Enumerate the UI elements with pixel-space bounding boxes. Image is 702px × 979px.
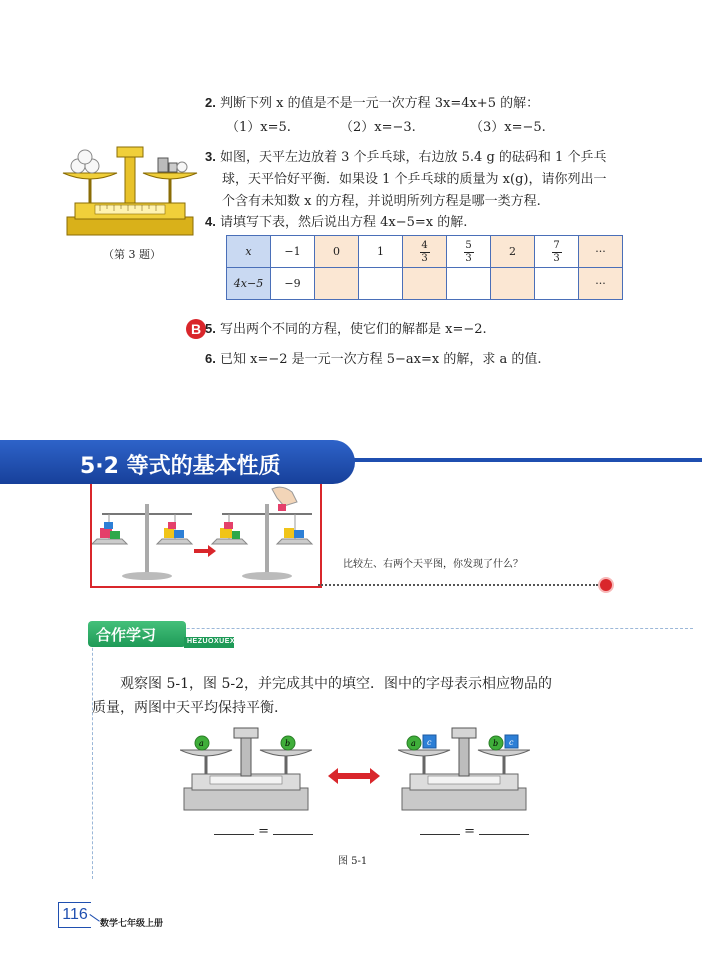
blank-input[interactable] bbox=[420, 822, 460, 835]
question-line: 如图，天平左边放着 3 个乒乓球，右边放 5.4 g 的砝码和 1 个乒乓 bbox=[219, 150, 607, 165]
balance-comparison-figure bbox=[92, 484, 320, 584]
balance-figure-q3 bbox=[55, 143, 205, 243]
question-text: 已知 x=−2 是一元一次方程 5−ax=x 的解，求 a 的值. bbox=[219, 352, 542, 367]
q2-option-3: （3）x=−5. bbox=[470, 120, 546, 135]
question-number: 4. bbox=[205, 214, 216, 229]
table-row bbox=[227, 268, 623, 300]
table-cell: −1 bbox=[271, 236, 315, 268]
table-cell[interactable] bbox=[491, 268, 535, 300]
question-3 bbox=[205, 146, 625, 213]
section-title: 5·2 等式的基本性质 bbox=[80, 454, 281, 479]
double-arrow-icon bbox=[328, 768, 380, 784]
table-cell: 2 bbox=[491, 236, 535, 268]
question-number: 6. bbox=[205, 351, 216, 366]
question-number: 3. bbox=[205, 149, 216, 164]
table-cell[interactable] bbox=[403, 268, 447, 300]
balance-left-figure bbox=[180, 724, 312, 816]
question-text: 请填写下表，然后说出方程 4x−5=x 的解. bbox=[219, 215, 468, 230]
question-text: 判断下列 x 的值是不是一元一次方程 3x=4x+5 的解： bbox=[219, 96, 540, 111]
cube-label: c bbox=[427, 738, 432, 747]
table-cell bbox=[535, 236, 579, 268]
paragraph-line: 观察图 5-1，图 5-2，并完成其中的填空．图中的字母表示相应物品的 bbox=[120, 676, 552, 692]
equation-blank-right bbox=[420, 822, 529, 839]
cooperative-pinyin: HEZUOXUEXI bbox=[187, 638, 238, 645]
ball-label: b bbox=[285, 739, 291, 748]
level-b-badge: B bbox=[186, 319, 206, 339]
equation-blank-left bbox=[214, 822, 313, 839]
question-6 bbox=[205, 348, 542, 371]
red-dot-icon bbox=[598, 577, 614, 593]
fraction-5-3: $\frac{5}{3}$ bbox=[465, 240, 472, 264]
blank-input[interactable] bbox=[479, 822, 529, 835]
question-5 bbox=[205, 318, 487, 341]
page-number: 116 bbox=[58, 902, 91, 928]
ball-label: a bbox=[411, 739, 416, 748]
ball-label: b bbox=[493, 739, 499, 748]
book-title: 数学七年级上册 bbox=[100, 919, 164, 929]
question-line: 球，天平恰好平衡．如果设 1 个乒乓球的质量为 x(g)，请你列出一 bbox=[222, 172, 607, 187]
question-line: 个含有未知数 x 的方程，并说明所列方程是哪一类方程. bbox=[222, 194, 541, 209]
table-row bbox=[227, 236, 623, 268]
equals-sign: = bbox=[258, 824, 270, 839]
table-cell: 0 bbox=[315, 236, 359, 268]
q2-option-2: （2）x=−3. bbox=[340, 120, 416, 135]
paragraph-line: 质量，两图中天平均保持平衡. bbox=[92, 700, 279, 716]
table-cell: 1 bbox=[359, 236, 403, 268]
table-cell[interactable] bbox=[447, 268, 491, 300]
question-4 bbox=[205, 211, 467, 234]
table-cell: ··· bbox=[579, 236, 623, 268]
table-header-cell: 4x−5 bbox=[227, 268, 271, 300]
blank-input[interactable] bbox=[214, 822, 254, 835]
question-2 bbox=[205, 92, 539, 115]
dotted-leader bbox=[318, 584, 598, 586]
cooperative-paragraph bbox=[92, 672, 676, 720]
table-cell: ··· bbox=[579, 268, 623, 300]
figure-label: 图 5-1 bbox=[338, 856, 368, 867]
equals-sign: = bbox=[464, 824, 476, 839]
table-cell bbox=[403, 236, 447, 268]
table-cell[interactable] bbox=[359, 268, 403, 300]
intro-figure-box bbox=[90, 484, 322, 588]
table-cell[interactable] bbox=[535, 268, 579, 300]
question-text: 写出两个不同的方程，使它们的解都是 x=−2. bbox=[219, 322, 487, 337]
blank-input[interactable] bbox=[273, 822, 313, 835]
fraction-7-3: $\frac{7}{3}$ bbox=[553, 240, 560, 264]
ball-label: a bbox=[199, 739, 204, 748]
fraction-4-3: $\frac{4}{3}$ bbox=[421, 240, 428, 264]
question-number: 5. bbox=[205, 321, 216, 336]
table-cell bbox=[447, 236, 491, 268]
table-cell[interactable] bbox=[315, 268, 359, 300]
balance-right-figure bbox=[398, 724, 530, 816]
q2-option-1: （1）x=5. bbox=[226, 120, 291, 135]
table-cell: −9 bbox=[271, 268, 315, 300]
intro-question: 比较左、右两个天平图，你发现了什么？ bbox=[343, 559, 523, 570]
cooperative-title: 合作学习 bbox=[96, 626, 157, 644]
question-number: 2. bbox=[205, 95, 216, 110]
table-header-cell: x bbox=[227, 236, 271, 268]
value-table bbox=[226, 235, 623, 300]
cube-label: c bbox=[509, 738, 514, 747]
figure-caption: （第 3 题） bbox=[103, 248, 161, 261]
